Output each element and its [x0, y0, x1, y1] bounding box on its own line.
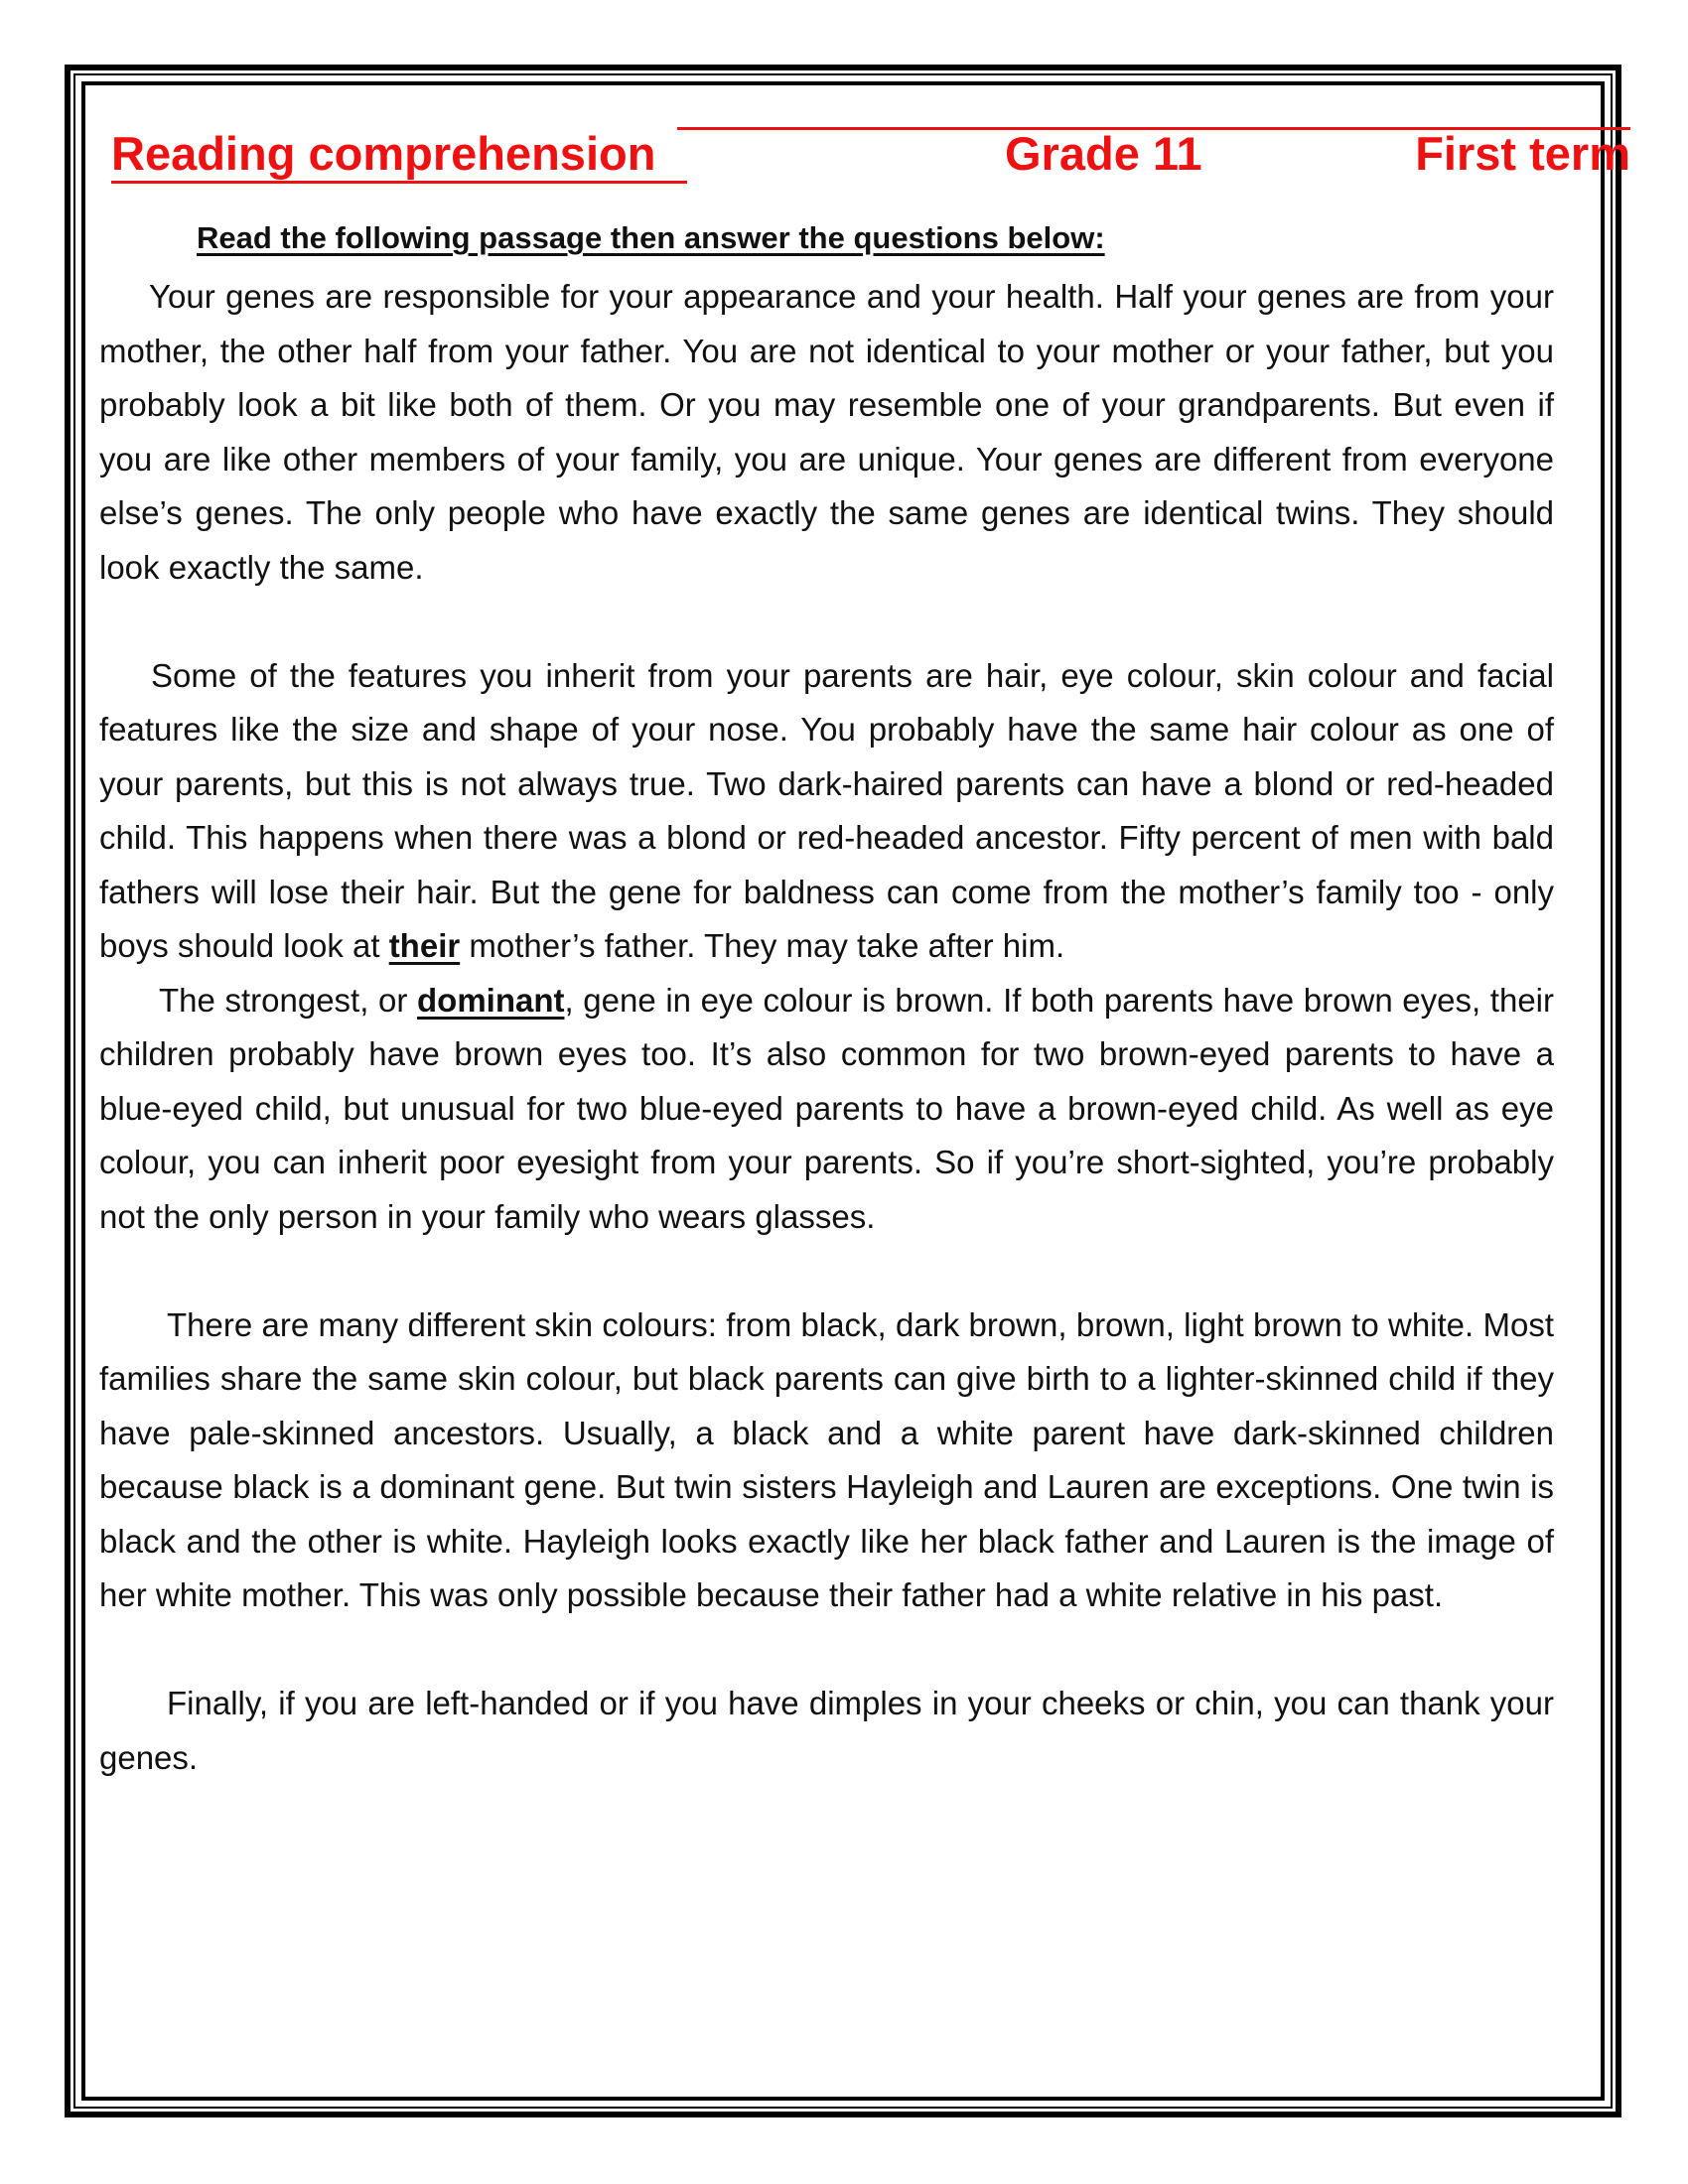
paragraph-2-part-a: Some of the features you inherit from your parents are hair, eye colour, skin colour and facial features like the size and shape of your nose. You probably have the same hair colour as one of your parents, but this is not always true. Two dark-haired parents can have a blond or red-headed child. This happens when there was a blond or red-headed ancestor. Fifty percent of men with bald fathers will lose their hair. But the gene for baldness can come from the mother’s family too - only boys should look at [99, 656, 1554, 964]
paragraph-5: Finally, if you are left-handed or if you have dimples in your cheeks or chin, you can thank your genes. [99, 1685, 1554, 1776]
paragraph-4: There are many different skin colours: from black, dark brown, brown, light brown to white. Most families share the same skin colour, but black parents can give birth to a lighter-skinned child if they have pale-skinned ancestors. Usually, a black and a white parent have dark-skinned children because black is a dominant gene. But twin sisters Hayleigh and Lauren are exceptions. One twin is black and the other is white. Hayleigh looks exactly like her black father and Lauren is the image of her white mother. This was only possible because their father had a white relative in his past. [99, 1305, 1554, 1613]
paragraph-2-part-b: mother’s father. They may take after him. [460, 927, 1065, 964]
worksheet [99, 117, 1630, 1785]
highlighted-word-dominant: dominant [417, 981, 565, 1019]
paragraph-3-part-b: , gene in eye colour is brown. If both parents have brown eyes, their children probably have brown eyes too. It’s also common for two brown-eyed parents to have a blue-eyed child, but unusual for two blue-eyed parents to have a brown-eyed child. As well as eye colour, you can inherit poor eyesight from your parents. So if you’re short-sighted, you’re probably not the only person in your family who wears glasses. [99, 981, 1554, 1235]
instruction: Read the following passage then answer the questions below: [197, 220, 1105, 255]
paragraph-2 [99, 649, 1554, 974]
paragraph-3 [99, 974, 1554, 1245]
header-grade-text: Grade 11 [1005, 127, 1202, 180]
paragraph-1: Your genes are responsible for your appearance and your health. Half your genes are from your mother, the other half from your father. You are not identical to your mother or your father, but you probably look a bit like both of them. Or you may resemble one of your grandparents. But even if you are like other members of your family, you are unique. Your genes are different from everyone else’s genes. The only people who have exactly the same genes are identical twins. They should look exactly the same. [99, 278, 1554, 586]
paragraph-3-part-a: The strongest, or [159, 981, 417, 1019]
header-grade [677, 127, 1202, 180]
highlighted-word-their: their [388, 927, 461, 964]
passage [99, 270, 1554, 1785]
worksheet-header [99, 117, 1630, 197]
header-term-text: First term [1415, 127, 1630, 180]
header-title-text: Reading comprehension [111, 127, 656, 180]
header-title [111, 127, 687, 184]
